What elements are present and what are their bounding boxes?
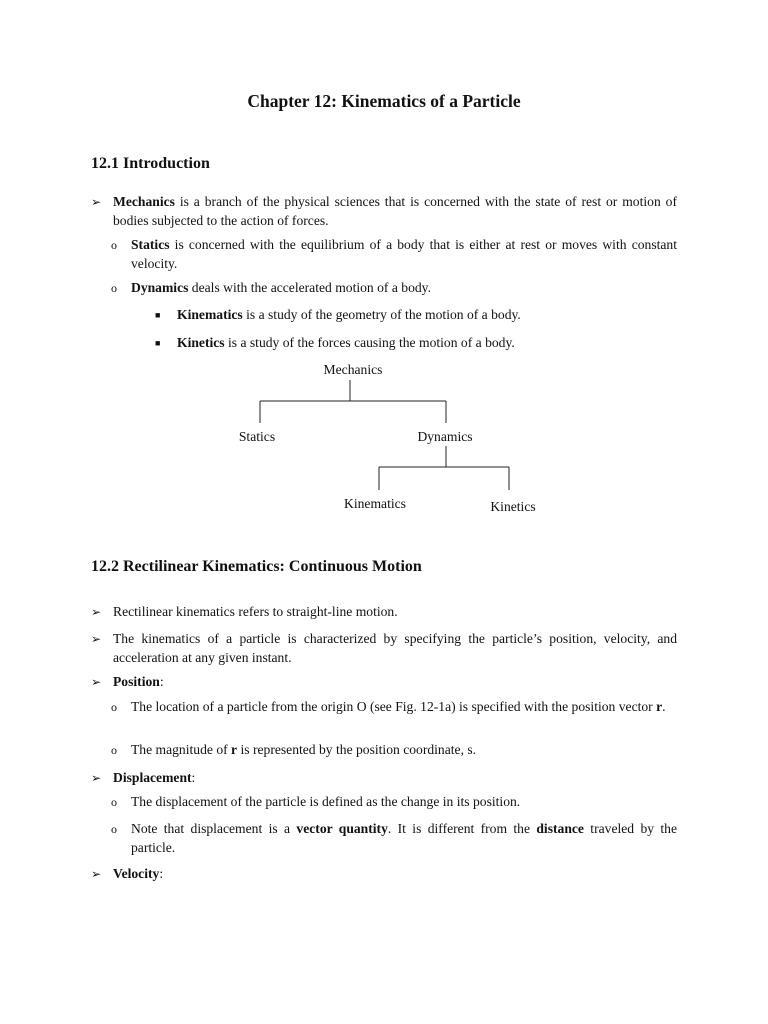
heading-velocity [113,865,677,884]
term-position: Position [113,674,160,689]
tree-node-kinematics: Kinematics [344,496,406,511]
tree-node-dynamics: Dynamics [417,429,473,444]
text-mechanics: is a branch of the physical sciences that is concerned with the state of rest or motion of bodies subjected to the action of forces. [113,194,677,228]
paragraph-position-location [131,698,677,717]
term-r: r [656,699,663,714]
section-heading-introduction: 12.1 Introduction [91,155,210,172]
text-magnitude-of: The magnitude of [131,742,232,757]
paragraph-displacement-definition: The displacement of the particle is defined as the change in its position. [131,794,521,809]
term-kinematics: Kinematics [177,307,243,322]
term-r: r [231,742,238,757]
term-distance: distance [536,821,584,836]
circle-bullet-icon: o [111,238,117,252]
text-position-coordinate: is represented by the position coordinate, s. [237,742,477,757]
tree-node-statics: Statics [238,429,276,444]
term-velocity: Velocity [113,866,160,881]
heading-position [113,673,677,692]
paragraph-kinematics-characterized: The kinematics of a particle is characterized by specifying the particle’s position, velocity, and acceleration at any given instant. [113,631,677,665]
term-displacement: Displacement [113,770,192,785]
paragraph-displacement-vector [131,820,677,857]
colon-text: : [159,866,164,881]
tree-node-kinetics: Kinetics [490,499,536,514]
arrow-bullet-icon: ➢ [91,675,102,689]
paragraph-position-magnitude [131,741,677,760]
chapter-title: Chapter 12: Kinematics of a Particle [247,91,521,111]
term-mechanics: Mechanics [113,194,175,209]
circle-bullet-icon: o [111,743,117,757]
square-bullet-icon: ■ [155,310,161,320]
term-kinetics: Kinetics [177,335,225,350]
period-text: . [662,699,666,714]
arrow-bullet-icon: ➢ [91,632,102,646]
text-traveled-by: traveled by the particle. [131,821,678,855]
colon-text: : [191,770,196,785]
circle-bullet-icon: o [111,822,117,836]
colon-text: : [159,674,164,689]
square-bullet-icon: ■ [155,338,161,348]
arrow-bullet-icon: ➢ [91,867,102,881]
heading-displacement [113,769,677,788]
text-different-from: . It is different from the [387,821,537,836]
paragraph-rectilinear-definition: Rectilinear kinematics refers to straight-line motion. [113,604,398,619]
arrow-bullet-icon: ➢ [91,771,102,785]
arrow-bullet-icon: ➢ [91,195,102,209]
circle-bullet-icon: o [111,281,117,295]
text-note-displacement: Note that displacement is a [131,821,297,836]
term-statics: Statics [131,237,170,252]
text-statics: is concerned with the equilibrium of a body that is either at rest or moves with constant velocity. [131,237,677,271]
circle-bullet-icon: o [111,700,117,714]
text-position-location: The location of a particle from the origin O (see Fig. 12-1a) is specified with the position vector [131,699,657,714]
section-heading-rectilinear: 12.2 Rectilinear Kinematics: Continuous Motion [91,558,422,575]
term-dynamics: Dynamics [131,280,189,295]
circle-bullet-icon: o [111,795,117,809]
arrow-bullet-icon: ➢ [91,605,102,619]
text-dynamics: deals with the accelerated motion of a body. [188,280,431,295]
text-kinetics: is a study of the forces causing the motion of a body. [224,335,515,350]
tree-node-mechanics: Mechanics [323,362,383,377]
term-vector-quantity: vector quantity [296,821,388,836]
text-kinematics: is a study of the geometry of the motion of a body. [242,307,521,322]
